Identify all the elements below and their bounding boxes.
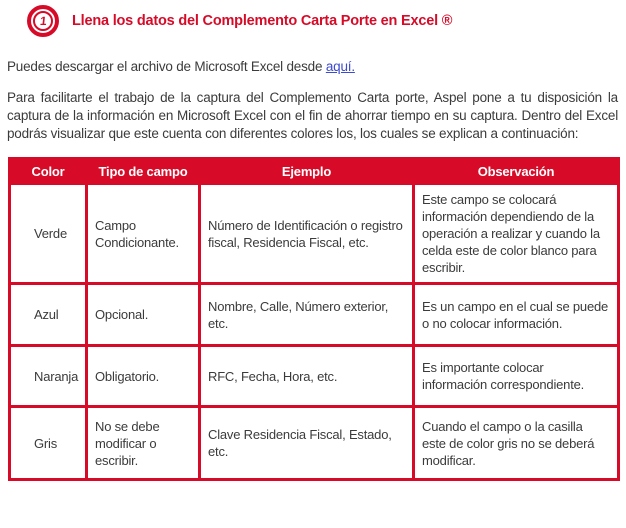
cell-tipo: Campo Condicionante. [87,184,200,284]
table-header-row [10,159,619,184]
cell-color: Verde [10,184,87,284]
cell-color: Naranja [10,346,87,407]
cell-tipo: No se debe modificar o escribir. [87,407,200,480]
cell-color: Azul [10,284,87,346]
step-number-badge-icon [27,5,59,37]
step-badge-inner-ring [33,11,53,31]
step-header [0,0,626,37]
field-colors-table [8,157,620,481]
cell-tipo: Obligatorio. [87,346,200,407]
column-header-tipo-de-campo: Tipo de campo [87,159,200,184]
table-row-naranja [10,346,619,407]
cell-observacion: Es un campo en el cual se puede o no colocar información. [414,284,619,346]
intro-paragraph [7,58,618,76]
step-number: 1 [38,14,48,28]
page-title: Llena los datos del Complemento Carta Porte en Excel ® [72,13,453,29]
intro-text: Puedes descargar el archivo de Microsoft Excel desde [7,59,323,74]
column-header-color: Color [10,159,87,184]
table-row-azul [10,284,619,346]
column-header-ejemplo: Ejemplo [200,159,414,184]
cell-tipo: Opcional. [87,284,200,346]
description-paragraph: Para facilitarte el trabajo de la captura del Complemento Carta porte, Aspel pone a tu disposición la captura de la información en Microsoft Excel con el fin de ahorrar tiempo en su captura. Dentro del Excel podrás visualizar que este cuenta con diferentes colores los, los cuales se explican a continuación: [7,90,618,141]
cell-observacion: Es importante colocar información correspondiente. [414,346,619,407]
cell-ejemplo: Nombre, Calle, Número exterior, etc. [200,284,414,346]
table-row-verde [10,184,619,284]
download-excel-link[interactable]: aquí. [325,59,355,74]
cell-ejemplo: Clave Residencia Fiscal, Estado, etc. [200,407,414,480]
cell-observacion: Cuando el campo o la casilla este de color gris no se deberá modificar. [414,407,619,480]
cell-ejemplo: RFC, Fecha, Hora, etc. [200,346,414,407]
cell-ejemplo: Número de Identificación o registro fiscal, Residencia Fiscal, etc. [200,184,414,284]
cell-color: Gris [10,407,87,480]
cell-observacion: Este campo se colocará información dependiendo de la operación a realizar y cuando la celda este de color blanco para escribir. [414,184,619,284]
table-row-gris [10,407,619,480]
column-header-observacion: Observación [414,159,619,184]
